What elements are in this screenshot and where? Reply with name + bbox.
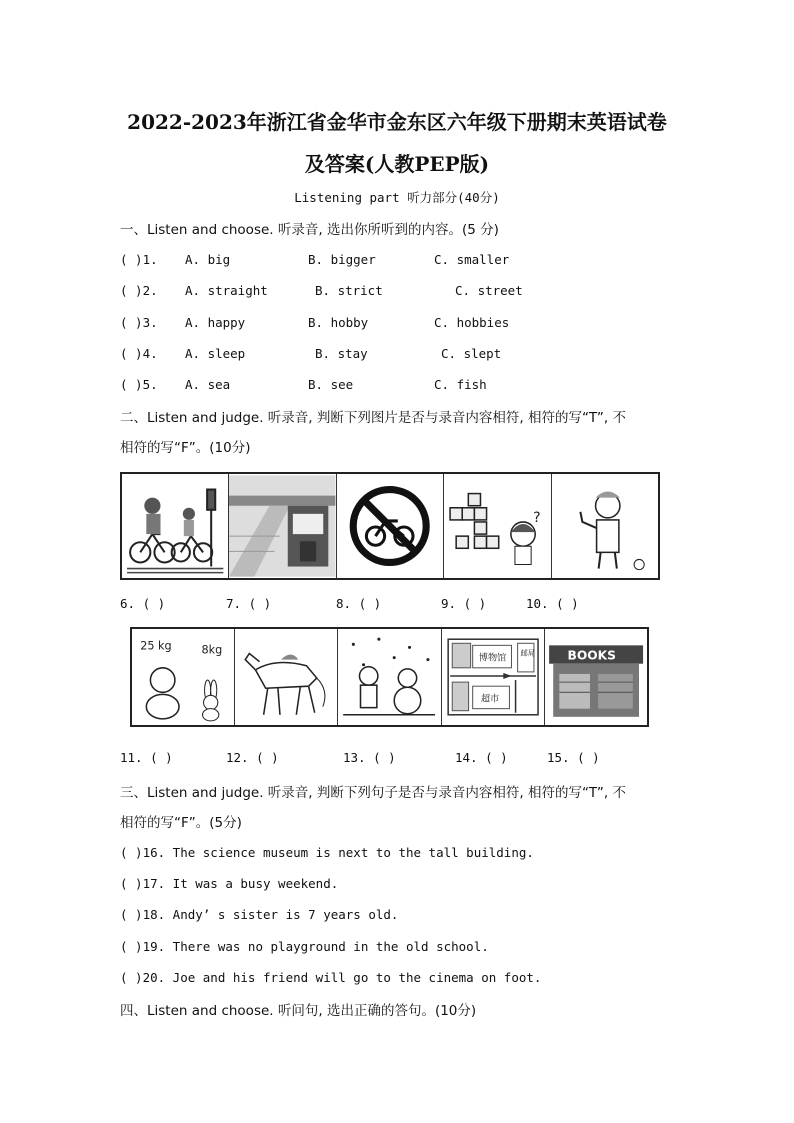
section2-heading-line1: 二、Listen and judge. 听录音, 判断下列图片是否与录音内容相符, 相符的写“T”, 不 <box>120 410 626 426</box>
weight-left-label: 25 kg <box>140 639 172 653</box>
question-number: ( )3. <box>120 315 158 330</box>
question-number: ( )2. <box>120 283 158 298</box>
weight-right-label: 8kg <box>201 643 223 657</box>
horse-image <box>235 629 337 725</box>
option-b: B. strict <box>315 283 383 298</box>
map-museum-label: 博物馆 <box>478 652 506 664</box>
option-a: A. big <box>185 252 231 267</box>
picture-strip-1 <box>120 472 660 580</box>
man-thumbs-up-image <box>552 474 658 578</box>
sentence-item: ( )20. Joe and his friend will go to the cinema on foot. <box>120 970 542 985</box>
question-number: ( )4. <box>120 346 158 361</box>
cyclists-image <box>122 474 228 578</box>
option-c: C. fish <box>434 377 487 392</box>
option-b: B. see <box>308 377 354 392</box>
question-number: ( )1. <box>120 252 158 267</box>
sentence-item: ( )16. The science museum is next to the tall building. <box>120 845 534 860</box>
answer-slot[interactable]: 15. ( ) <box>547 750 600 765</box>
sentence-item: ( )19. There was no playground in the old school. <box>120 939 489 954</box>
picture-word-blocks-girl <box>444 474 551 578</box>
picture-cyclists <box>122 474 229 578</box>
svg-text:?: ? <box>533 509 541 526</box>
option-c: C. smaller <box>434 252 510 267</box>
picture-bookstore <box>545 629 647 725</box>
section3-heading-line2: 相符的写“F”。(5分) <box>120 815 242 831</box>
option-c: C. hobbies <box>434 315 510 330</box>
picture-subway-train <box>229 474 336 578</box>
answer-slot[interactable]: 6. ( ) <box>120 596 166 611</box>
question-number: ( )5. <box>120 377 158 392</box>
option-b: B. stay <box>315 346 368 361</box>
picture-street-map <box>442 629 545 725</box>
document-title-line2: 及答案(人教PEP版) <box>304 152 490 176</box>
option-c: C. slept <box>441 346 502 361</box>
option-c: C. street <box>455 283 523 298</box>
listening-heading: Listening part 听力部分(40分) <box>294 190 500 205</box>
answer-slot[interactable]: 8. ( ) <box>336 596 382 611</box>
picture-horse-rider <box>235 629 338 725</box>
sentence-item: ( )17. It was a busy weekend. <box>120 876 339 891</box>
document-title-line1: 2022-2023年浙江省金华市金东区六年级下册期末英语试卷 <box>127 110 667 134</box>
word-blocks-image <box>444 474 550 578</box>
monkey-rabbit-image <box>132 629 234 725</box>
map-post-label: 邮局 <box>520 648 535 658</box>
answer-slot[interactable]: 14. ( ) <box>455 750 508 765</box>
answer-slot[interactable]: 7. ( ) <box>226 596 272 611</box>
books-sign-label: BOOKS <box>567 648 616 663</box>
picture-children-snowman <box>338 629 441 725</box>
section3-heading-line1: 三、Listen and judge. 听录音, 判断下列句子是否与录音内容相符, 相符的写“T”, 不 <box>120 785 626 801</box>
answer-slot[interactable]: 9. ( ) <box>441 596 487 611</box>
picture-no-bicycle-sign <box>337 474 444 578</box>
answer-slot[interactable]: 12. ( ) <box>226 750 279 765</box>
picture-monkey-rabbit-weights <box>132 629 235 725</box>
option-b: B. hobby <box>308 315 369 330</box>
picture-man-thumbs-up <box>552 474 658 578</box>
no-bicycle-sign-icon <box>337 474 443 578</box>
subway-image <box>229 474 335 578</box>
option-a: A. straight <box>185 283 268 298</box>
option-a: A. sea <box>185 377 231 392</box>
street-map-image <box>442 629 544 725</box>
option-b: B. bigger <box>308 252 376 267</box>
answer-slot[interactable]: 10. ( ) <box>526 596 579 611</box>
section1-heading: 一、Listen and choose. 听录音, 选出你所听到的内容。(5 分) <box>120 222 499 238</box>
snowman-image <box>338 629 440 725</box>
answer-slot[interactable]: 13. ( ) <box>343 750 396 765</box>
sentence-item: ( )18. Andy’ s sister is 7 years old. <box>120 907 399 922</box>
bookstore-image <box>545 629 647 725</box>
option-a: A. happy <box>185 315 246 330</box>
section4-heading: 四、Listen and choose. 听问句, 选出正确的答句。(10分) <box>120 1003 477 1019</box>
section2-heading-line2: 相符的写“F”。(10分) <box>120 440 251 456</box>
picture-strip-2 <box>130 627 649 727</box>
answer-slot[interactable]: 11. ( ) <box>120 750 173 765</box>
option-a: A. sleep <box>185 346 246 361</box>
map-market-label: 超市 <box>480 693 499 705</box>
